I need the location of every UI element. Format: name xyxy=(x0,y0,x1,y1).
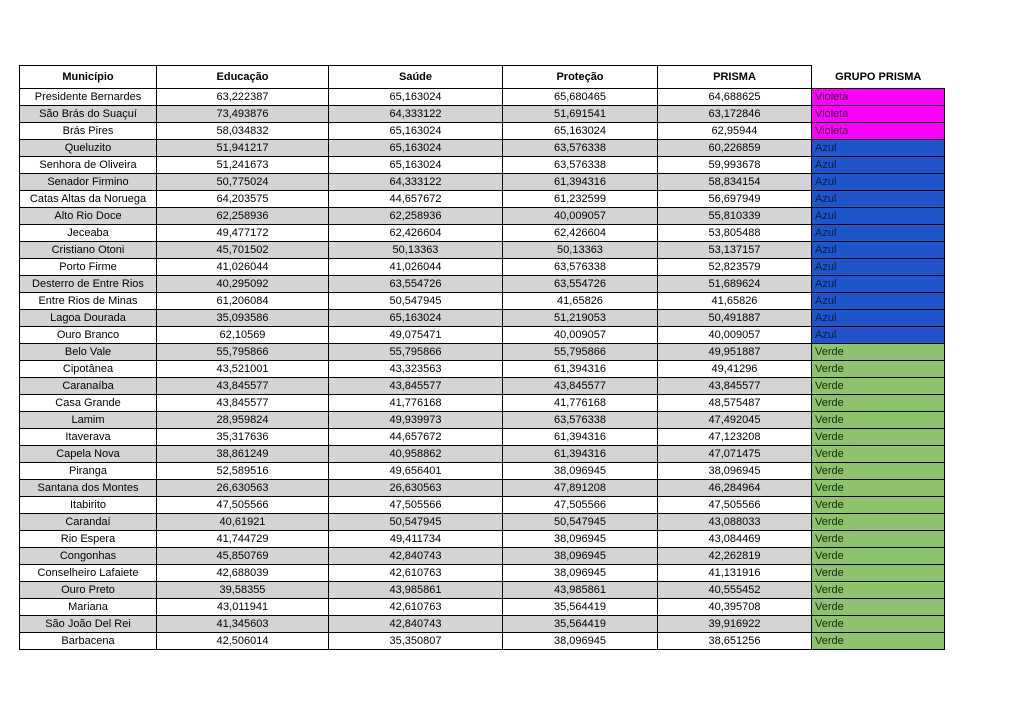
table-row xyxy=(20,548,945,565)
cell-grupo-prisma: Verde xyxy=(812,463,945,480)
table-row xyxy=(20,633,945,650)
cell-educacao: 47,505566 xyxy=(157,497,329,514)
table-row xyxy=(20,208,945,225)
cell-grupo-prisma: Azul xyxy=(812,140,945,157)
cell-educacao: 41,345603 xyxy=(157,616,329,633)
cell-prisma: 40,009057 xyxy=(658,327,812,344)
cell-prisma: 53,137157 xyxy=(658,242,812,259)
table-row xyxy=(20,361,945,378)
cell-municipio: Brás Pires xyxy=(20,123,157,140)
cell-saude: 41,776168 xyxy=(329,395,503,412)
header-saude: Saúde xyxy=(329,66,503,89)
table-row xyxy=(20,174,945,191)
cell-protecao: 63,576338 xyxy=(503,412,658,429)
cell-educacao: 26,630563 xyxy=(157,480,329,497)
cell-prisma: 41,65826 xyxy=(658,293,812,310)
cell-saude: 64,333122 xyxy=(329,174,503,191)
table-row xyxy=(20,191,945,208)
cell-municipio: São João Del Rei xyxy=(20,616,157,633)
cell-prisma: 47,123208 xyxy=(658,429,812,446)
cell-grupo-prisma: Verde xyxy=(812,446,945,463)
cell-municipio: Alto Rio Doce xyxy=(20,208,157,225)
table-row xyxy=(20,259,945,276)
table-row xyxy=(20,293,945,310)
table-row xyxy=(20,480,945,497)
table-row xyxy=(20,89,945,106)
table-row xyxy=(20,106,945,123)
cell-municipio: Santana dos Montes xyxy=(20,480,157,497)
cell-prisma: 58,834154 xyxy=(658,174,812,191)
cell-grupo-prisma: Verde xyxy=(812,395,945,412)
cell-saude: 43,323563 xyxy=(329,361,503,378)
cell-protecao: 38,096945 xyxy=(503,565,658,582)
prisma-table xyxy=(19,65,945,650)
table-row xyxy=(20,446,945,463)
cell-protecao: 41,65826 xyxy=(503,293,658,310)
cell-saude: 64,333122 xyxy=(329,106,503,123)
cell-educacao: 43,011941 xyxy=(157,599,329,616)
cell-educacao: 62,10569 xyxy=(157,327,329,344)
cell-protecao: 51,219053 xyxy=(503,310,658,327)
header-prisma: PRISMA xyxy=(658,66,812,89)
cell-prisma: 40,555452 xyxy=(658,582,812,599)
table-row xyxy=(20,429,945,446)
table-row xyxy=(20,514,945,531)
cell-grupo-prisma: Verde xyxy=(812,361,945,378)
table-row xyxy=(20,157,945,174)
cell-grupo-prisma: Verde xyxy=(812,616,945,633)
cell-saude: 65,163024 xyxy=(329,157,503,174)
cell-protecao: 38,096945 xyxy=(503,463,658,480)
cell-saude: 26,630563 xyxy=(329,480,503,497)
cell-grupo-prisma: Verde xyxy=(812,480,945,497)
cell-prisma: 43,084469 xyxy=(658,531,812,548)
table-row xyxy=(20,225,945,242)
table-row xyxy=(20,395,945,412)
cell-municipio: Entre Rios de Minas xyxy=(20,293,157,310)
cell-protecao: 63,576338 xyxy=(503,140,658,157)
cell-grupo-prisma: Verde xyxy=(812,429,945,446)
cell-prisma: 47,071475 xyxy=(658,446,812,463)
cell-protecao: 40,009057 xyxy=(503,208,658,225)
cell-grupo-prisma: Verde xyxy=(812,531,945,548)
cell-municipio: Jeceaba xyxy=(20,225,157,242)
cell-educacao: 63,222387 xyxy=(157,89,329,106)
cell-grupo-prisma: Azul xyxy=(812,174,945,191)
cell-saude: 43,845577 xyxy=(329,378,503,395)
cell-protecao: 61,232599 xyxy=(503,191,658,208)
cell-municipio: Casa Grande xyxy=(20,395,157,412)
cell-municipio: Itaverava xyxy=(20,429,157,446)
cell-grupo-prisma: Azul xyxy=(812,208,945,225)
cell-prisma: 47,492045 xyxy=(658,412,812,429)
cell-grupo-prisma: Verde xyxy=(812,344,945,361)
cell-protecao: 61,394316 xyxy=(503,174,658,191)
cell-educacao: 45,850769 xyxy=(157,548,329,565)
cell-municipio: Congonhas xyxy=(20,548,157,565)
cell-educacao: 35,317636 xyxy=(157,429,329,446)
cell-saude: 62,258936 xyxy=(329,208,503,225)
cell-prisma: 59,993678 xyxy=(658,157,812,174)
cell-educacao: 55,795866 xyxy=(157,344,329,361)
cell-grupo-prisma: Violeta xyxy=(812,123,945,140)
cell-protecao: 38,096945 xyxy=(503,531,658,548)
cell-saude: 47,505566 xyxy=(329,497,503,514)
table-row xyxy=(20,123,945,140)
cell-educacao: 61,206084 xyxy=(157,293,329,310)
cell-grupo-prisma: Verde xyxy=(812,633,945,650)
cell-grupo-prisma: Verde xyxy=(812,514,945,531)
cell-prisma: 53,805488 xyxy=(658,225,812,242)
cell-grupo-prisma: Verde xyxy=(812,582,945,599)
cell-saude: 42,610763 xyxy=(329,565,503,582)
table-row xyxy=(20,565,945,582)
cell-saude: 35,350807 xyxy=(329,633,503,650)
cell-municipio: Piranga xyxy=(20,463,157,480)
cell-educacao: 41,744729 xyxy=(157,531,329,548)
cell-grupo-prisma: Verde xyxy=(812,412,945,429)
header-grupo-prisma: GRUPO PRISMA xyxy=(835,70,922,83)
cell-educacao: 42,688039 xyxy=(157,565,329,582)
header-row xyxy=(20,66,945,89)
cell-grupo-prisma: Azul xyxy=(812,259,945,276)
cell-educacao: 51,241673 xyxy=(157,157,329,174)
cell-prisma: 48,575487 xyxy=(658,395,812,412)
cell-educacao: 51,941217 xyxy=(157,140,329,157)
cell-prisma: 40,395708 xyxy=(658,599,812,616)
cell-protecao: 55,795866 xyxy=(503,344,658,361)
cell-protecao: 51,691541 xyxy=(503,106,658,123)
cell-saude: 65,163024 xyxy=(329,310,503,327)
cell-saude: 50,547945 xyxy=(329,514,503,531)
cell-protecao: 50,547945 xyxy=(503,514,658,531)
cell-protecao: 65,163024 xyxy=(503,123,658,140)
cell-educacao: 41,026044 xyxy=(157,259,329,276)
cell-municipio: Belo Vale xyxy=(20,344,157,361)
cell-educacao: 45,701502 xyxy=(157,242,329,259)
table-row xyxy=(20,616,945,633)
cell-municipio: Carandaí xyxy=(20,514,157,531)
table-row xyxy=(20,378,945,395)
cell-educacao: 73,493876 xyxy=(157,106,329,123)
cell-prisma: 52,823579 xyxy=(658,259,812,276)
cell-protecao: 35,564419 xyxy=(503,616,658,633)
cell-grupo-prisma: Violeta xyxy=(812,89,945,106)
cell-protecao: 35,564419 xyxy=(503,599,658,616)
cell-educacao: 58,034832 xyxy=(157,123,329,140)
cell-educacao: 35,093586 xyxy=(157,310,329,327)
cell-grupo-prisma: Verde xyxy=(812,599,945,616)
cell-saude: 65,163024 xyxy=(329,140,503,157)
table-row xyxy=(20,242,945,259)
cell-municipio: Lagoa Dourada xyxy=(20,310,157,327)
cell-protecao: 38,096945 xyxy=(503,548,658,565)
cell-educacao: 43,845577 xyxy=(157,395,329,412)
cell-saude: 55,795866 xyxy=(329,344,503,361)
cell-protecao: 63,576338 xyxy=(503,259,658,276)
cell-saude: 49,075471 xyxy=(329,327,503,344)
cell-municipio: Mariana xyxy=(20,599,157,616)
cell-grupo-prisma: Azul xyxy=(812,242,945,259)
cell-grupo-prisma: Verde xyxy=(812,565,945,582)
cell-municipio: Caranaíba xyxy=(20,378,157,395)
cell-protecao: 47,891208 xyxy=(503,480,658,497)
cell-grupo-prisma: Violeta xyxy=(812,106,945,123)
header-educacao: Educação xyxy=(157,66,329,89)
cell-saude: 40,958862 xyxy=(329,446,503,463)
cell-saude: 65,163024 xyxy=(329,123,503,140)
cell-grupo-prisma: Azul xyxy=(812,293,945,310)
cell-saude: 49,939973 xyxy=(329,412,503,429)
cell-protecao: 61,394316 xyxy=(503,361,658,378)
cell-prisma: 56,697949 xyxy=(658,191,812,208)
cell-municipio: Catas Altas da Noruega xyxy=(20,191,157,208)
cell-protecao: 61,394316 xyxy=(503,446,658,463)
cell-municipio: Senhora de Oliveira xyxy=(20,157,157,174)
table-row xyxy=(20,582,945,599)
cell-prisma: 39,916922 xyxy=(658,616,812,633)
cell-grupo-prisma: Azul xyxy=(812,327,945,344)
cell-saude: 44,657672 xyxy=(329,429,503,446)
cell-educacao: 40,61921 xyxy=(157,514,329,531)
cell-educacao: 49,477172 xyxy=(157,225,329,242)
cell-educacao: 28,959824 xyxy=(157,412,329,429)
cell-protecao: 62,426604 xyxy=(503,225,658,242)
cell-protecao: 40,009057 xyxy=(503,327,658,344)
cell-saude: 63,554726 xyxy=(329,276,503,293)
cell-municipio: Capela Nova xyxy=(20,446,157,463)
cell-grupo-prisma: Verde xyxy=(812,378,945,395)
cell-protecao: 47,505566 xyxy=(503,497,658,514)
cell-educacao: 62,258936 xyxy=(157,208,329,225)
cell-municipio: Barbacena xyxy=(20,633,157,650)
cell-saude: 42,610763 xyxy=(329,599,503,616)
cell-saude: 41,026044 xyxy=(329,259,503,276)
cell-prisma: 43,845577 xyxy=(658,378,812,395)
cell-protecao: 43,985861 xyxy=(503,582,658,599)
cell-educacao: 43,521001 xyxy=(157,361,329,378)
cell-prisma: 63,172846 xyxy=(658,106,812,123)
cell-municipio: Queluzito xyxy=(20,140,157,157)
table-row xyxy=(20,463,945,480)
cell-prisma: 38,651256 xyxy=(658,633,812,650)
cell-educacao: 39,58355 xyxy=(157,582,329,599)
cell-municipio: Lamim xyxy=(20,412,157,429)
table-row xyxy=(20,140,945,157)
cell-saude: 42,840743 xyxy=(329,548,503,565)
table-row xyxy=(20,276,945,293)
header-municipio: Município xyxy=(20,66,157,89)
cell-educacao: 42,506014 xyxy=(157,633,329,650)
cell-prisma: 60,226859 xyxy=(658,140,812,157)
cell-educacao: 38,861249 xyxy=(157,446,329,463)
cell-prisma: 55,810339 xyxy=(658,208,812,225)
cell-prisma: 49,41296 xyxy=(658,361,812,378)
cell-saude: 43,985861 xyxy=(329,582,503,599)
cell-prisma: 64,688625 xyxy=(658,89,812,106)
cell-grupo-prisma: Verde xyxy=(812,548,945,565)
cell-prisma: 38,096945 xyxy=(658,463,812,480)
table-body xyxy=(20,89,945,650)
cell-saude: 49,411734 xyxy=(329,531,503,548)
cell-saude: 44,657672 xyxy=(329,191,503,208)
cell-protecao: 63,554726 xyxy=(503,276,658,293)
cell-prisma: 43,088033 xyxy=(658,514,812,531)
cell-protecao: 63,576338 xyxy=(503,157,658,174)
cell-municipio: Desterro de Entre Rios xyxy=(20,276,157,293)
cell-prisma: 47,505566 xyxy=(658,497,812,514)
cell-grupo-prisma: Azul xyxy=(812,157,945,174)
cell-protecao: 65,680465 xyxy=(503,89,658,106)
table-row xyxy=(20,310,945,327)
cell-educacao: 43,845577 xyxy=(157,378,329,395)
cell-municipio: Presidente Bernardes xyxy=(20,89,157,106)
cell-municipio: Itabirito xyxy=(20,497,157,514)
cell-educacao: 40,295092 xyxy=(157,276,329,293)
cell-educacao: 64,203575 xyxy=(157,191,329,208)
cell-saude: 42,840743 xyxy=(329,616,503,633)
header-protecao: Proteção xyxy=(503,66,658,89)
table-row xyxy=(20,497,945,514)
cell-grupo-prisma: Verde xyxy=(812,497,945,514)
cell-protecao: 61,394316 xyxy=(503,429,658,446)
cell-municipio: Cristiano Otoni xyxy=(20,242,157,259)
cell-protecao: 41,776168 xyxy=(503,395,658,412)
cell-prisma: 49,951887 xyxy=(658,344,812,361)
cell-educacao: 52,589516 xyxy=(157,463,329,480)
cell-municipio: Ouro Branco xyxy=(20,327,157,344)
cell-prisma: 62,95944 xyxy=(658,123,812,140)
table-row xyxy=(20,327,945,344)
cell-saude: 50,547945 xyxy=(329,293,503,310)
cell-municipio: São Brás do Suaçuí xyxy=(20,106,157,123)
table-row xyxy=(20,412,945,429)
cell-municipio: Ouro Preto xyxy=(20,582,157,599)
table-row xyxy=(20,344,945,361)
cell-prisma: 51,689624 xyxy=(658,276,812,293)
cell-saude: 50,13363 xyxy=(329,242,503,259)
cell-saude: 62,426604 xyxy=(329,225,503,242)
cell-municipio: Rio Espera xyxy=(20,531,157,548)
cell-municipio: Porto Firme xyxy=(20,259,157,276)
cell-saude: 65,163024 xyxy=(329,89,503,106)
cell-saude: 49,656401 xyxy=(329,463,503,480)
cell-prisma: 50,491887 xyxy=(658,310,812,327)
cell-prisma: 42,262819 xyxy=(658,548,812,565)
table-row xyxy=(20,599,945,616)
cell-municipio: Cipotânea xyxy=(20,361,157,378)
cell-prisma: 46,284964 xyxy=(658,480,812,497)
cell-protecao: 43,845577 xyxy=(503,378,658,395)
cell-municipio: Senador Firmino xyxy=(20,174,157,191)
cell-grupo-prisma: Azul xyxy=(812,276,945,293)
cell-prisma: 41,131916 xyxy=(658,565,812,582)
cell-protecao: 38,096945 xyxy=(503,633,658,650)
cell-grupo-prisma: Azul xyxy=(812,225,945,242)
table-row xyxy=(20,531,945,548)
cell-grupo-prisma: Azul xyxy=(812,191,945,208)
cell-educacao: 50,775024 xyxy=(157,174,329,191)
cell-protecao: 50,13363 xyxy=(503,242,658,259)
cell-grupo-prisma: Azul xyxy=(812,310,945,327)
cell-municipio: Conselheiro Lafaiete xyxy=(20,565,157,582)
